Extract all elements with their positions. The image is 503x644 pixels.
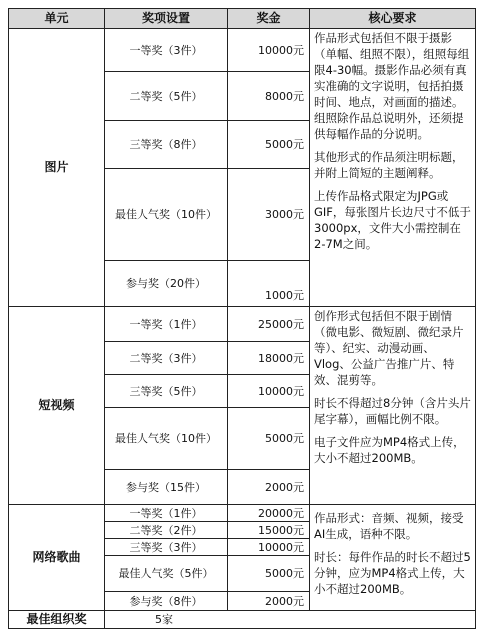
award-cell: 二等奖（3件）: [104, 341, 228, 375]
requirement-paragraph: 作品形式：音频、视频，接受AI生成，语种不限。: [314, 511, 464, 541]
header-prize: 奖金: [227, 8, 310, 29]
award-cell: 参与奖（15件）: [104, 469, 228, 505]
prize-cell: 5000元: [227, 407, 310, 470]
award-cell: 一等奖（3件）: [104, 28, 228, 72]
award-cell: 参与奖（8件）: [104, 591, 228, 611]
requirement-cell: [309, 306, 476, 505]
prize-cell: 1000元: [227, 260, 310, 307]
unit-cell: 网络歌曲: [8, 504, 105, 611]
award-cell: 最佳人气奖（10件）: [104, 407, 228, 470]
award-cell: 二等奖（2件）: [104, 521, 228, 539]
award-cell: 参与奖（20件）: [104, 260, 228, 307]
footer-unit-cell: 最佳组织奖: [8, 610, 105, 629]
footer-value-cell: 5家: [104, 610, 476, 629]
prize-cell: 10000元: [227, 538, 310, 556]
requirement-paragraph: 时长不得超过8分钟（含片头片尾字幕），画幅比例不限。: [314, 396, 471, 426]
prize-cell: 25000元: [227, 306, 310, 342]
award-cell: 一等奖（1件）: [104, 306, 228, 342]
award-cell: 三等奖（3件）: [104, 538, 228, 556]
award-cell: 三等奖（8件）: [104, 120, 228, 169]
prize-cell: 15000元: [227, 521, 310, 539]
unit-cell: 短视频: [8, 306, 105, 505]
requirement-cell: [309, 28, 476, 307]
requirement-paragraph: 时长：每件作品的时长不超过5分钟，应为MP4格式上传，大小不超过200MB。: [314, 550, 471, 596]
prize-cell: 10000元: [227, 28, 310, 72]
requirement-paragraph: 创作形式包括但不限于剧情（微电影、微短剧、微纪录片等）、纪实、动漫动画、Vlog、公益广告推广片、特效、混剪等。: [314, 309, 464, 387]
prize-cell: 5000元: [227, 120, 310, 169]
award-cell: 二等奖（5件）: [104, 71, 228, 121]
unit-cell: 图片: [8, 28, 105, 307]
award-cell: 三等奖（5件）: [104, 374, 228, 408]
prize-cell: 10000元: [227, 374, 310, 408]
requirement-paragraph: 上传作品格式限定为JPG或GIF，每张图片长边尺寸不低于3000px，文件大小需控制在2-7M之间。: [314, 189, 471, 251]
prize-cell: 5000元: [227, 555, 310, 592]
prize-cell: 2000元: [227, 469, 310, 505]
prize-cell: 2000元: [227, 591, 310, 611]
header-requirement: 核心要求: [309, 8, 476, 29]
requirement-paragraph: 其他形式的作品须注明标题，并附上简短的主题阐释。: [314, 150, 464, 180]
prize-cell: 8000元: [227, 71, 310, 121]
prize-cell: 3000元: [227, 168, 310, 261]
requirement-paragraph: 作品形式包括但不限于摄影（单幅、组照不限），组照每组限4-30幅。摄影作品必须有真实准确的文字说明，包括拍摄时间、地点，对画面的描述。组照除作品总说明外，还须提供每幅作品的分说明。: [314, 31, 470, 141]
award-cell: 一等奖（1件）: [104, 504, 228, 522]
requirement-cell: [309, 504, 476, 611]
prize-cell: 20000元: [227, 504, 310, 522]
prize-cell: 18000元: [227, 341, 310, 375]
header-award: 奖项设置: [104, 8, 228, 29]
header-unit: 单元: [8, 8, 105, 29]
award-cell: 最佳人气奖（5件）: [104, 555, 228, 592]
award-cell: 最佳人气奖（10件）: [104, 168, 228, 261]
requirement-paragraph: 电子文件应为MP4格式上传，大小不超过200MB。: [314, 435, 465, 465]
